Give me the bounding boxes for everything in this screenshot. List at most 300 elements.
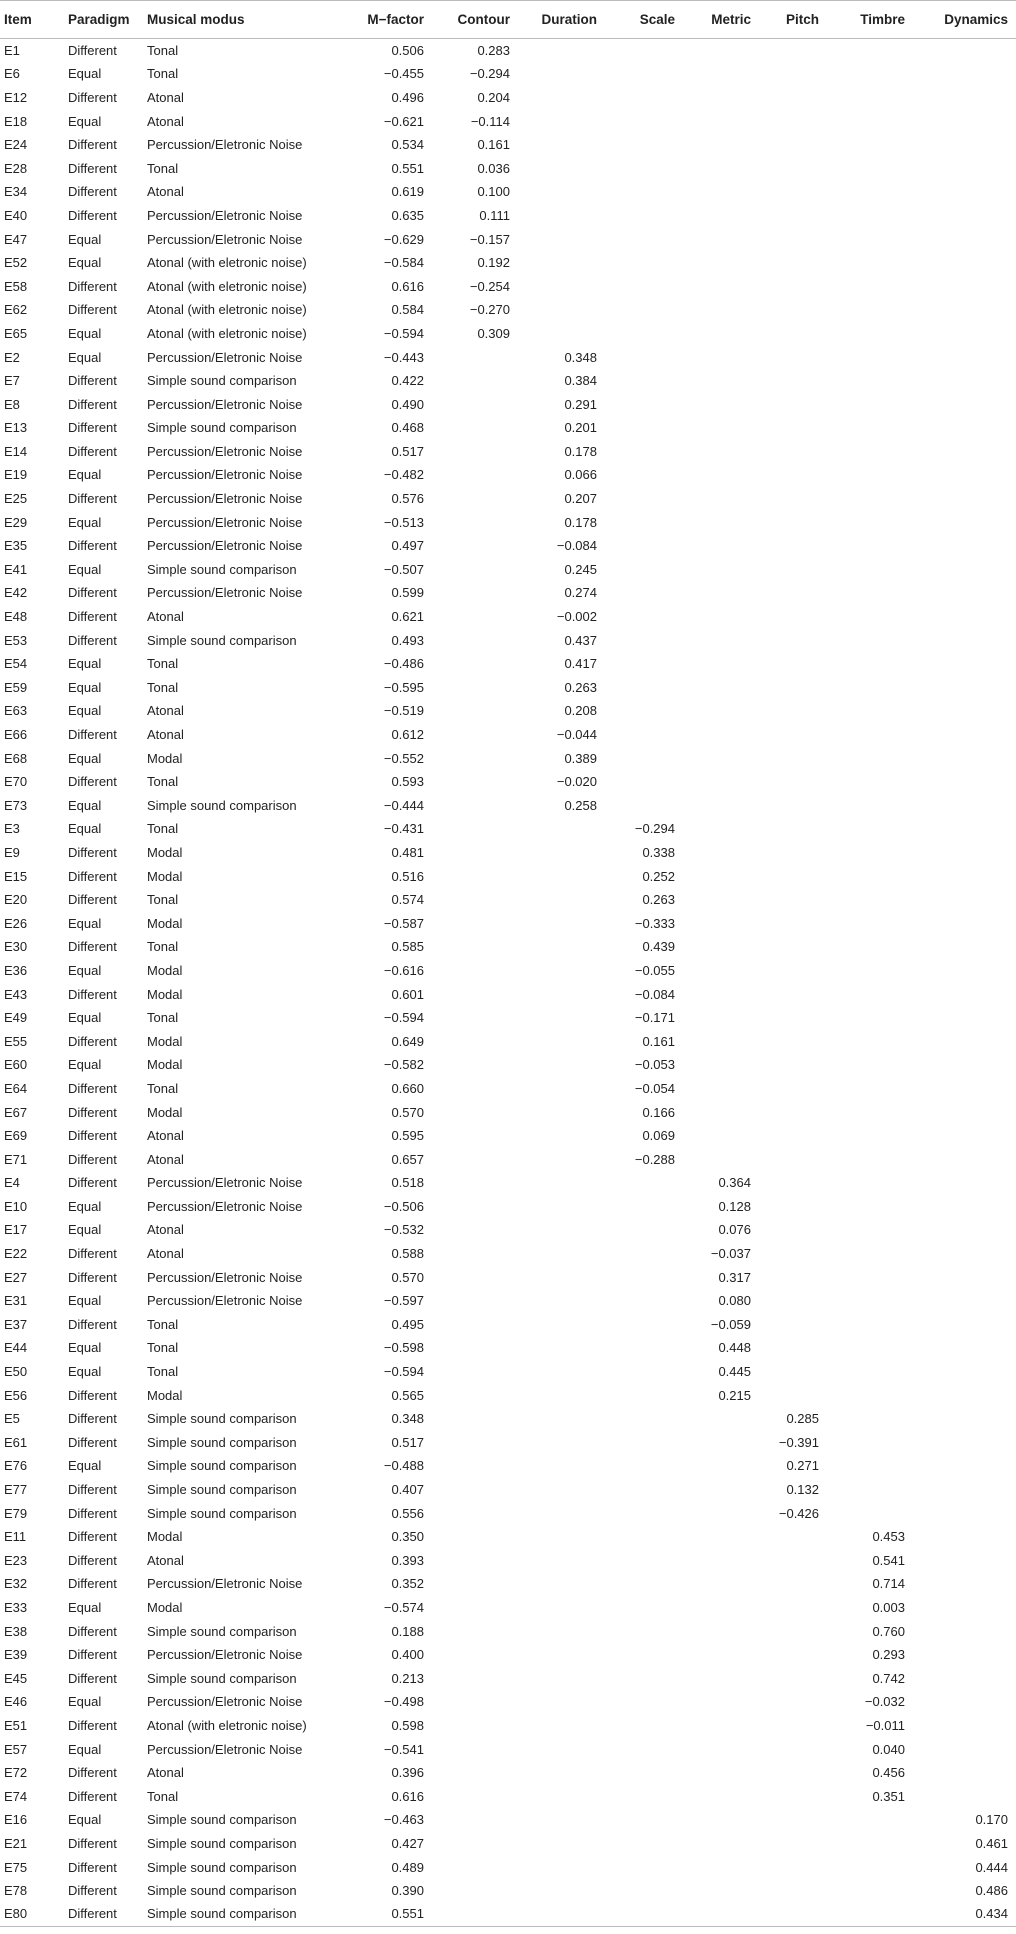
table-row [0, 864, 1016, 888]
table-row [0, 1478, 1016, 1502]
cell-metric [683, 794, 759, 818]
cell-dynamics [913, 1077, 1016, 1101]
cell-dynamics [913, 1431, 1016, 1455]
cell-paradigm: Different [68, 1623, 117, 1639]
cell-duration [518, 1053, 605, 1077]
cell-pitch [759, 817, 827, 841]
cell-item: E5 [4, 1411, 20, 1427]
cell-item: E29 [4, 514, 28, 530]
cell-contour [432, 1360, 518, 1384]
cell-m-factor: 0.616 [391, 1788, 424, 1804]
cell-m-factor: 0.657 [391, 1151, 424, 1167]
cell-m-factor: −0.552 [383, 750, 424, 766]
cell-pitch [759, 1289, 827, 1313]
cell-metric [683, 770, 759, 794]
table-header [0, 1, 1016, 39]
cell-m-factor: 0.635 [391, 207, 424, 223]
cell-duration: −0.002 [556, 609, 597, 625]
cell-paradigm: Different [68, 1529, 117, 1545]
table-row [0, 1643, 1016, 1667]
cell-scale [605, 369, 683, 393]
cell-pitch [759, 1336, 827, 1360]
cell-scale [605, 1643, 683, 1667]
cell-pitch: −0.426 [778, 1505, 819, 1521]
cell-timbre [827, 463, 913, 487]
cell-paradigm: Different [68, 1033, 117, 1049]
cell-m-factor: 0.481 [391, 844, 424, 860]
cell-timbre [827, 1454, 913, 1478]
cell-item: E7 [4, 373, 20, 389]
cell-contour [432, 1313, 518, 1337]
cell-item: E45 [4, 1670, 28, 1686]
cell-item: E44 [4, 1340, 28, 1356]
cell-paradigm: Equal [68, 1599, 102, 1615]
cell-dynamics [913, 652, 1016, 676]
cell-dynamics [913, 1006, 1016, 1030]
cell-metric [683, 982, 759, 1006]
cell-contour [432, 392, 518, 416]
cell-dynamics [913, 392, 1016, 416]
table-row [0, 1242, 1016, 1266]
cell-musical-modus: Atonal (with eletronic noise) [147, 302, 307, 318]
cell-metric [683, 676, 759, 700]
cell-metric [683, 1666, 759, 1690]
cell-timbre: 0.293 [872, 1647, 905, 1663]
cell-dynamics [913, 723, 1016, 747]
cell-m-factor: 0.518 [391, 1175, 424, 1191]
cell-pitch [759, 1643, 827, 1667]
cell-contour: 0.192 [477, 255, 510, 271]
cell-contour [432, 1029, 518, 1053]
cell-duration [518, 1761, 605, 1785]
cell-contour [432, 1643, 518, 1667]
table-row [0, 1383, 1016, 1407]
cell-item: E48 [4, 609, 28, 625]
cell-dynamics [913, 133, 1016, 157]
cell-item: E12 [4, 89, 28, 105]
cell-metric [683, 1029, 759, 1053]
cell-dynamics [913, 298, 1016, 322]
cell-contour [432, 1454, 518, 1478]
cell-metric [683, 1549, 759, 1573]
cell-duration [518, 1714, 605, 1738]
cell-duration [518, 1336, 605, 1360]
cell-pitch [759, 274, 827, 298]
cell-timbre: 0.453 [872, 1529, 905, 1545]
cell-metric: 0.445 [718, 1364, 751, 1380]
cell-duration [518, 1360, 605, 1384]
cell-paradigm: Different [68, 1434, 117, 1450]
cell-m-factor: −0.532 [383, 1222, 424, 1238]
cell-dynamics [913, 1313, 1016, 1337]
table-row [0, 1360, 1016, 1384]
cell-scale [605, 1619, 683, 1643]
cell-metric [683, 180, 759, 204]
cell-scale [605, 345, 683, 369]
cell-musical-modus: Atonal [147, 1128, 184, 1144]
cell-timbre [827, 1147, 913, 1171]
cell-dynamics [913, 1737, 1016, 1761]
cell-scale [605, 1383, 683, 1407]
cell-contour [432, 817, 518, 841]
cell-paradigm: Different [68, 160, 117, 176]
cell-musical-modus: Tonal [147, 1080, 179, 1096]
cell-m-factor: 0.556 [391, 1505, 424, 1521]
cell-paradigm: Different [68, 609, 117, 625]
cell-timbre [827, 180, 913, 204]
cell-m-factor: 0.407 [391, 1482, 424, 1498]
cell-item: E28 [4, 160, 28, 176]
cell-dynamics [913, 1171, 1016, 1195]
cell-duration [518, 1313, 605, 1337]
cell-duration [518, 888, 605, 912]
cell-paradigm: Equal [68, 113, 102, 129]
cell-paradigm: Different [68, 1505, 117, 1521]
cell-scale: −0.288 [634, 1151, 675, 1167]
cell-scale [605, 204, 683, 228]
cell-timbre [827, 510, 913, 534]
table-row [0, 322, 1016, 346]
cell-paradigm: Different [68, 1647, 117, 1663]
cell-timbre: 0.742 [872, 1670, 905, 1686]
cell-m-factor: 0.598 [391, 1717, 424, 1733]
table-row [0, 133, 1016, 157]
cell-contour [432, 1572, 518, 1596]
cell-m-factor: 0.493 [391, 632, 424, 648]
cell-scale: 0.069 [642, 1128, 675, 1144]
cell-dynamics [913, 322, 1016, 346]
cell-paradigm: Different [68, 1411, 117, 1427]
table-row [0, 1737, 1016, 1761]
cell-metric [683, 227, 759, 251]
cell-m-factor: 0.490 [391, 396, 424, 412]
cell-scale [605, 770, 683, 794]
table-row [0, 1289, 1016, 1313]
cell-pitch [759, 1029, 827, 1053]
cell-musical-modus: Tonal [147, 66, 179, 82]
header-pitch: Pitch [759, 1, 827, 39]
cell-dynamics [913, 487, 1016, 511]
cell-duration: 0.066 [564, 467, 597, 483]
cell-contour [432, 1336, 518, 1360]
cell-paradigm: Different [68, 443, 117, 459]
cell-scale: −0.294 [634, 821, 675, 837]
cell-musical-modus: Simple sound comparison [147, 1458, 297, 1474]
cell-m-factor: −0.455 [383, 66, 424, 82]
cell-duration [518, 62, 605, 86]
cell-scale: −0.333 [634, 915, 675, 931]
cell-contour [432, 463, 518, 487]
cell-musical-modus: Simple sound comparison [147, 1812, 297, 1828]
cell-contour [432, 628, 518, 652]
cell-paradigm: Different [68, 1128, 117, 1144]
cell-musical-modus: Atonal (with eletronic noise) [147, 1717, 307, 1733]
cell-m-factor: 0.595 [391, 1128, 424, 1144]
cell-musical-modus: Percussion/Eletronic Noise [147, 538, 303, 554]
cell-m-factor: −0.486 [383, 656, 424, 672]
cell-paradigm: Different [68, 1859, 117, 1875]
cell-timbre [827, 227, 913, 251]
cell-timbre [827, 699, 913, 723]
cell-paradigm: Equal [68, 325, 102, 341]
cell-scale [605, 1171, 683, 1195]
cell-m-factor: 0.616 [391, 278, 424, 294]
cell-timbre [827, 251, 913, 275]
cell-metric [683, 109, 759, 133]
cell-m-factor: 0.496 [391, 89, 424, 105]
cell-item: E34 [4, 184, 28, 200]
cell-paradigm: Equal [68, 467, 102, 483]
cell-pitch [759, 558, 827, 582]
header-paradigm: Paradigm [64, 1, 143, 39]
cell-paradigm: Different [68, 137, 117, 153]
cell-pitch [759, 1619, 827, 1643]
cell-musical-modus: Modal [147, 1529, 183, 1545]
table-row [0, 888, 1016, 912]
cell-item: E17 [4, 1222, 28, 1238]
cell-m-factor: −0.463 [383, 1812, 424, 1828]
cell-item: E65 [4, 325, 28, 341]
cell-musical-modus: Simple sound comparison [147, 373, 297, 389]
cell-m-factor: 0.188 [391, 1623, 424, 1639]
cell-timbre [827, 62, 913, 86]
cell-paradigm: Equal [68, 679, 102, 695]
cell-dynamics [913, 558, 1016, 582]
table-row [0, 959, 1016, 983]
cell-musical-modus: Simple sound comparison [147, 1623, 297, 1639]
cell-timbre [827, 39, 913, 63]
cell-contour: −0.294 [469, 66, 510, 82]
cell-duration [518, 817, 605, 841]
cell-contour [432, 558, 518, 582]
cell-paradigm: Equal [68, 1340, 102, 1356]
cell-metric [683, 935, 759, 959]
cell-pitch [759, 676, 827, 700]
cell-metric: 0.364 [718, 1175, 751, 1191]
table-row [0, 794, 1016, 818]
cell-timbre: 0.760 [872, 1623, 905, 1639]
cell-m-factor: −0.597 [383, 1293, 424, 1309]
cell-paradigm: Equal [68, 1364, 102, 1380]
cell-metric [683, 39, 759, 63]
cell-dynamics [913, 1784, 1016, 1808]
table-row [0, 676, 1016, 700]
cell-contour [432, 959, 518, 983]
table-row [0, 1077, 1016, 1101]
cell-timbre [827, 676, 913, 700]
cell-duration: 0.178 [564, 443, 597, 459]
cell-item: E39 [4, 1647, 28, 1663]
cell-pitch [759, 1100, 827, 1124]
cell-dynamics [913, 1714, 1016, 1738]
cell-paradigm: Different [68, 1316, 117, 1332]
table-row [0, 180, 1016, 204]
cell-dynamics [913, 1549, 1016, 1573]
cell-pitch [759, 888, 827, 912]
cell-paradigm: Equal [68, 255, 102, 271]
cell-dynamics [913, 510, 1016, 534]
cell-musical-modus: Percussion/Eletronic Noise [147, 1293, 303, 1309]
cell-metric [683, 1572, 759, 1596]
cell-dynamics [913, 1525, 1016, 1549]
cell-dynamics [913, 251, 1016, 275]
cell-pitch [759, 935, 827, 959]
cell-dynamics: 0.444 [975, 1859, 1008, 1875]
cell-paradigm: Different [68, 1788, 117, 1804]
cell-metric [683, 1737, 759, 1761]
cell-dynamics [913, 605, 1016, 629]
cell-timbre [827, 982, 913, 1006]
cell-scale [605, 1596, 683, 1620]
cell-duration [518, 109, 605, 133]
cell-contour [432, 416, 518, 440]
cell-m-factor: 0.619 [391, 184, 424, 200]
cell-scale [605, 392, 683, 416]
cell-item: E55 [4, 1033, 28, 1049]
cell-item: E36 [4, 962, 28, 978]
cell-pitch [759, 133, 827, 157]
cell-musical-modus: Simple sound comparison [147, 1883, 297, 1899]
table-row [0, 510, 1016, 534]
cell-metric: −0.037 [710, 1246, 751, 1262]
cell-duration [518, 1478, 605, 1502]
cell-pitch [759, 1053, 827, 1077]
cell-pitch [759, 440, 827, 464]
cell-duration [518, 298, 605, 322]
cell-paradigm: Different [68, 939, 117, 955]
table-row [0, 581, 1016, 605]
cell-duration [518, 1737, 605, 1761]
cell-metric [683, 1902, 759, 1926]
cell-pitch [759, 1761, 827, 1785]
cell-metric [683, 1006, 759, 1030]
cell-pitch [759, 1666, 827, 1690]
cell-dynamics [913, 1029, 1016, 1053]
header-row [0, 1, 1016, 39]
cell-metric [683, 1619, 759, 1643]
cell-musical-modus: Tonal [147, 43, 179, 59]
header-dynamics: Dynamics [913, 1, 1016, 39]
cell-contour [432, 1525, 518, 1549]
cell-paradigm: Equal [68, 1198, 102, 1214]
cell-scale [605, 746, 683, 770]
cell-item: E64 [4, 1080, 28, 1096]
cell-item: E14 [4, 443, 28, 459]
cell-contour [432, 770, 518, 794]
cell-metric [683, 369, 759, 393]
cell-timbre [827, 1879, 913, 1903]
cell-duration: 0.417 [564, 656, 597, 672]
table-row [0, 86, 1016, 110]
cell-contour [432, 510, 518, 534]
cell-m-factor: 0.584 [391, 302, 424, 318]
cell-scale: 0.439 [642, 939, 675, 955]
cell-musical-modus: Atonal [147, 1765, 184, 1781]
cell-item: E69 [4, 1128, 28, 1144]
cell-timbre [827, 298, 913, 322]
cell-pitch [759, 982, 827, 1006]
cell-musical-modus: Tonal [147, 821, 179, 837]
table-row [0, 1265, 1016, 1289]
cell-m-factor: 0.348 [391, 1411, 424, 1427]
table-row [0, 723, 1016, 747]
cell-scale [605, 180, 683, 204]
cell-musical-modus: Modal [147, 962, 183, 978]
table-row [0, 62, 1016, 86]
cell-metric [683, 62, 759, 86]
cell-timbre [827, 369, 913, 393]
table-row [0, 416, 1016, 440]
cell-scale [605, 298, 683, 322]
cell-m-factor: −0.616 [383, 962, 424, 978]
cell-dynamics [913, 935, 1016, 959]
table-row [0, 1124, 1016, 1148]
cell-timbre [827, 322, 913, 346]
cell-timbre [827, 1195, 913, 1219]
cell-m-factor: −0.582 [383, 1057, 424, 1073]
cell-metric: −0.059 [710, 1316, 751, 1332]
cell-musical-modus: Atonal [147, 113, 184, 129]
cell-m-factor: 0.585 [391, 939, 424, 955]
cell-duration [518, 251, 605, 275]
cell-metric [683, 864, 759, 888]
cell-m-factor: 0.534 [391, 137, 424, 153]
cell-musical-modus: Percussion/Eletronic Noise [147, 467, 303, 483]
cell-dynamics [913, 1643, 1016, 1667]
cell-paradigm: Equal [68, 561, 102, 577]
cell-pitch [759, 322, 827, 346]
cell-metric [683, 1053, 759, 1077]
cell-dynamics [913, 628, 1016, 652]
cell-dynamics [913, 1336, 1016, 1360]
cell-item: E21 [4, 1835, 28, 1851]
table-row [0, 1666, 1016, 1690]
cell-m-factor: −0.594 [383, 325, 424, 341]
cell-m-factor: 0.612 [391, 727, 424, 743]
cell-item: E52 [4, 255, 28, 271]
cell-contour [432, 369, 518, 393]
cell-item: E54 [4, 656, 28, 672]
cell-timbre [827, 1100, 913, 1124]
cell-timbre [827, 109, 913, 133]
cell-metric [683, 534, 759, 558]
cell-pitch [759, 180, 827, 204]
cell-pitch [759, 1808, 827, 1832]
cell-contour: −0.157 [469, 231, 510, 247]
cell-item: E67 [4, 1104, 28, 1120]
cell-item: E8 [4, 396, 20, 412]
cell-contour [432, 440, 518, 464]
cell-duration: 0.245 [564, 561, 597, 577]
cell-contour [432, 723, 518, 747]
cell-duration [518, 1124, 605, 1148]
cell-metric [683, 1643, 759, 1667]
header-contour: Contour [432, 1, 518, 39]
cell-paradigm: Equal [68, 1741, 102, 1757]
cell-timbre [827, 1478, 913, 1502]
cell-paradigm: Equal [68, 1010, 102, 1026]
cell-duration [518, 227, 605, 251]
table-row [0, 770, 1016, 794]
table-row [0, 1454, 1016, 1478]
cell-scale [605, 133, 683, 157]
cell-paradigm: Different [68, 396, 117, 412]
cell-item: E73 [4, 797, 28, 813]
cell-metric [683, 1879, 759, 1903]
table-row [0, 605, 1016, 629]
cell-dynamics [913, 204, 1016, 228]
cell-paradigm: Different [68, 420, 117, 436]
